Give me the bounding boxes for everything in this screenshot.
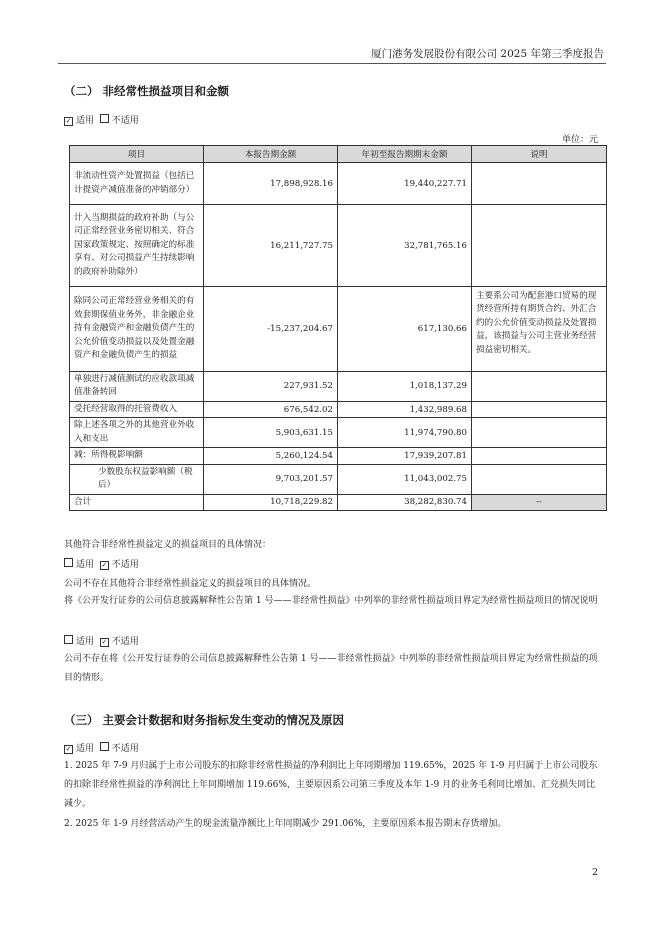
- applicability-row-4: ✓ 适用 不适用: [65, 744, 139, 754]
- row-ytd: 11,043,002.75: [338, 464, 472, 494]
- col-header-note: 说明: [472, 146, 607, 163]
- row-ytd: 617,130.66: [338, 287, 472, 372]
- row-current: 9,703,201.57: [204, 464, 338, 494]
- row-ytd: 19,440,227.71: [338, 163, 472, 205]
- row-note: [472, 464, 607, 494]
- unit-label: 单位：元: [561, 135, 598, 145]
- row-note: [472, 448, 607, 464]
- row-item: 计入当期损益的政府补助（与公司正常经营业务密切相关、符合国家政策规定、按照确定的标准享有、对公司损益产生持续影响的政府补助除外）: [70, 205, 204, 287]
- row-item: 受托经营取得的托管费收入: [70, 401, 204, 417]
- unchecked-box-icon[interactable]: [64, 558, 73, 567]
- non-recurring-gains-table: [69, 145, 607, 511]
- checked-box-icon[interactable]: ✓: [65, 117, 72, 125]
- table-row: [70, 448, 607, 464]
- table-header-row: [70, 146, 607, 163]
- row-current: 10,718,229.82: [204, 494, 338, 510]
- row-note: 主要系公司为配套港口贸易的现货经营所持有期货合约、外汇合约的公允价值变动损益及处置损益，该损益与公司主营业务经营损益密切相关。: [472, 287, 607, 372]
- row-ytd: 1,018,137.29: [338, 372, 472, 402]
- row-item: 减：所得税影响额: [70, 448, 204, 464]
- unchecked-box-icon[interactable]: [64, 635, 73, 644]
- row-note: [472, 418, 607, 448]
- other-items-text: 公司不存在其他符合非经常性损益定义的损益项目的具体情况。: [64, 579, 317, 589]
- col-header-current: 本报告期金额: [204, 146, 338, 163]
- row-item: 合计: [70, 494, 204, 510]
- row-current: 5,260,124.54: [204, 448, 338, 464]
- col-header-ytd: 年初至报告期期末金额: [338, 146, 472, 163]
- row-ytd: 1,432,989.68: [338, 401, 472, 417]
- reclass-title: 将《公开发行证券的公司信息披露解释性公告第 1 号——非经常性损益》中列举的非经常性损益项目界定为经常性损益项目的情况说明: [64, 596, 598, 606]
- reclass-text: 公司不存在将《公开发行证券的公司信息披露解释性公告第 1 号——非经常性损益》中列举的非经常性损益项目界定为经常性损益的项目的情形。: [64, 654, 598, 683]
- row-item: 除同公司正常经营业务相关的有效套期保值业务外，非金融企业持有金融资产和金融负债产生的公允价值变动损益以及处置金融资产和金融负债产生的损益: [70, 287, 204, 372]
- checked-box-icon[interactable]: ✓: [65, 745, 72, 753]
- applicability-row-1: ✓ 适用 不适用: [65, 116, 139, 126]
- row-ytd: 11,974,790.80: [338, 418, 472, 448]
- change-reason-2: 2. 2025 年 1-9 月经营活动产生的现金流量净额比上年同期减少 291.06%，主要原因系本报告期末存货增加。: [64, 819, 507, 829]
- row-item: 除上述各项之外的其他营业外收入和支出: [70, 418, 204, 448]
- table-row: [70, 401, 607, 417]
- table-row: [70, 464, 607, 494]
- applicability-row-3: 适用 ✓ 不适用: [64, 634, 139, 647]
- other-items-title: 其他符合非经常性损益定义的损益项目的具体情况：: [64, 540, 272, 550]
- page-header: 厦门港务发展股份有限公司 2025 年第三季度报告: [371, 48, 604, 60]
- row-note: [472, 372, 607, 402]
- table-row: [70, 287, 607, 372]
- applicability-row-2: 适用 ✓ 不适用: [64, 557, 139, 570]
- section2-title: （二） 非经常性损益项目和金额: [64, 84, 230, 98]
- row-current: 16,211,727.75: [204, 205, 338, 287]
- row-note: --: [472, 494, 607, 510]
- table-row: [70, 418, 607, 448]
- row-ytd: 32,781,765.16: [338, 205, 472, 287]
- table-row: [70, 205, 607, 287]
- row-current: 17,898,928.16: [204, 163, 338, 205]
- header-rule: [58, 63, 606, 64]
- row-item: 非流动性资产处置损益（包括已计提资产减值准备的冲销部分）: [70, 163, 204, 205]
- page-number: 2: [591, 867, 598, 878]
- row-ytd: 17,939,207.81: [338, 448, 472, 464]
- change-reason-1: 1. 2025 年 7-9 月归属于上市公司股东的扣除非经常性损益的净利润比上年同期增加 119.65%，2025 年 1-9 月归属于上市公司股东的扣除非经常性损益的净利润比上年同期增加 119.66%，主要原因系公司第三季度及本年 1-9 月的业务毛利同比增加、汇兑损失同比减少。: [64, 761, 598, 809]
- table-row-total: [70, 494, 607, 510]
- row-item: 少数股东权益影响额（税后）: [70, 464, 204, 494]
- row-current: 227,931.52: [204, 372, 338, 402]
- row-current: -15,237,204.67: [204, 287, 338, 372]
- checked-box-icon[interactable]: ✓: [101, 638, 108, 646]
- col-header-item: 项目: [70, 146, 204, 163]
- unchecked-box-icon[interactable]: [100, 114, 109, 123]
- unchecked-box-icon[interactable]: [100, 742, 109, 751]
- row-note: [472, 401, 607, 417]
- checked-box-icon[interactable]: ✓: [101, 561, 108, 569]
- row-note: [472, 205, 607, 287]
- table-row: [70, 372, 607, 402]
- row-ytd: 38,282,830.74: [338, 494, 472, 510]
- table-row: [70, 163, 607, 205]
- section3-title: （三） 主要会计数据和财务指标发生变动的情况及原因: [64, 713, 345, 727]
- row-note: [472, 163, 607, 205]
- row-current: 5,903,631.15: [204, 418, 338, 448]
- row-item: 单独进行减值测试的应收款项减值准备转回: [70, 372, 204, 402]
- row-current: 676,542.02: [204, 401, 338, 417]
